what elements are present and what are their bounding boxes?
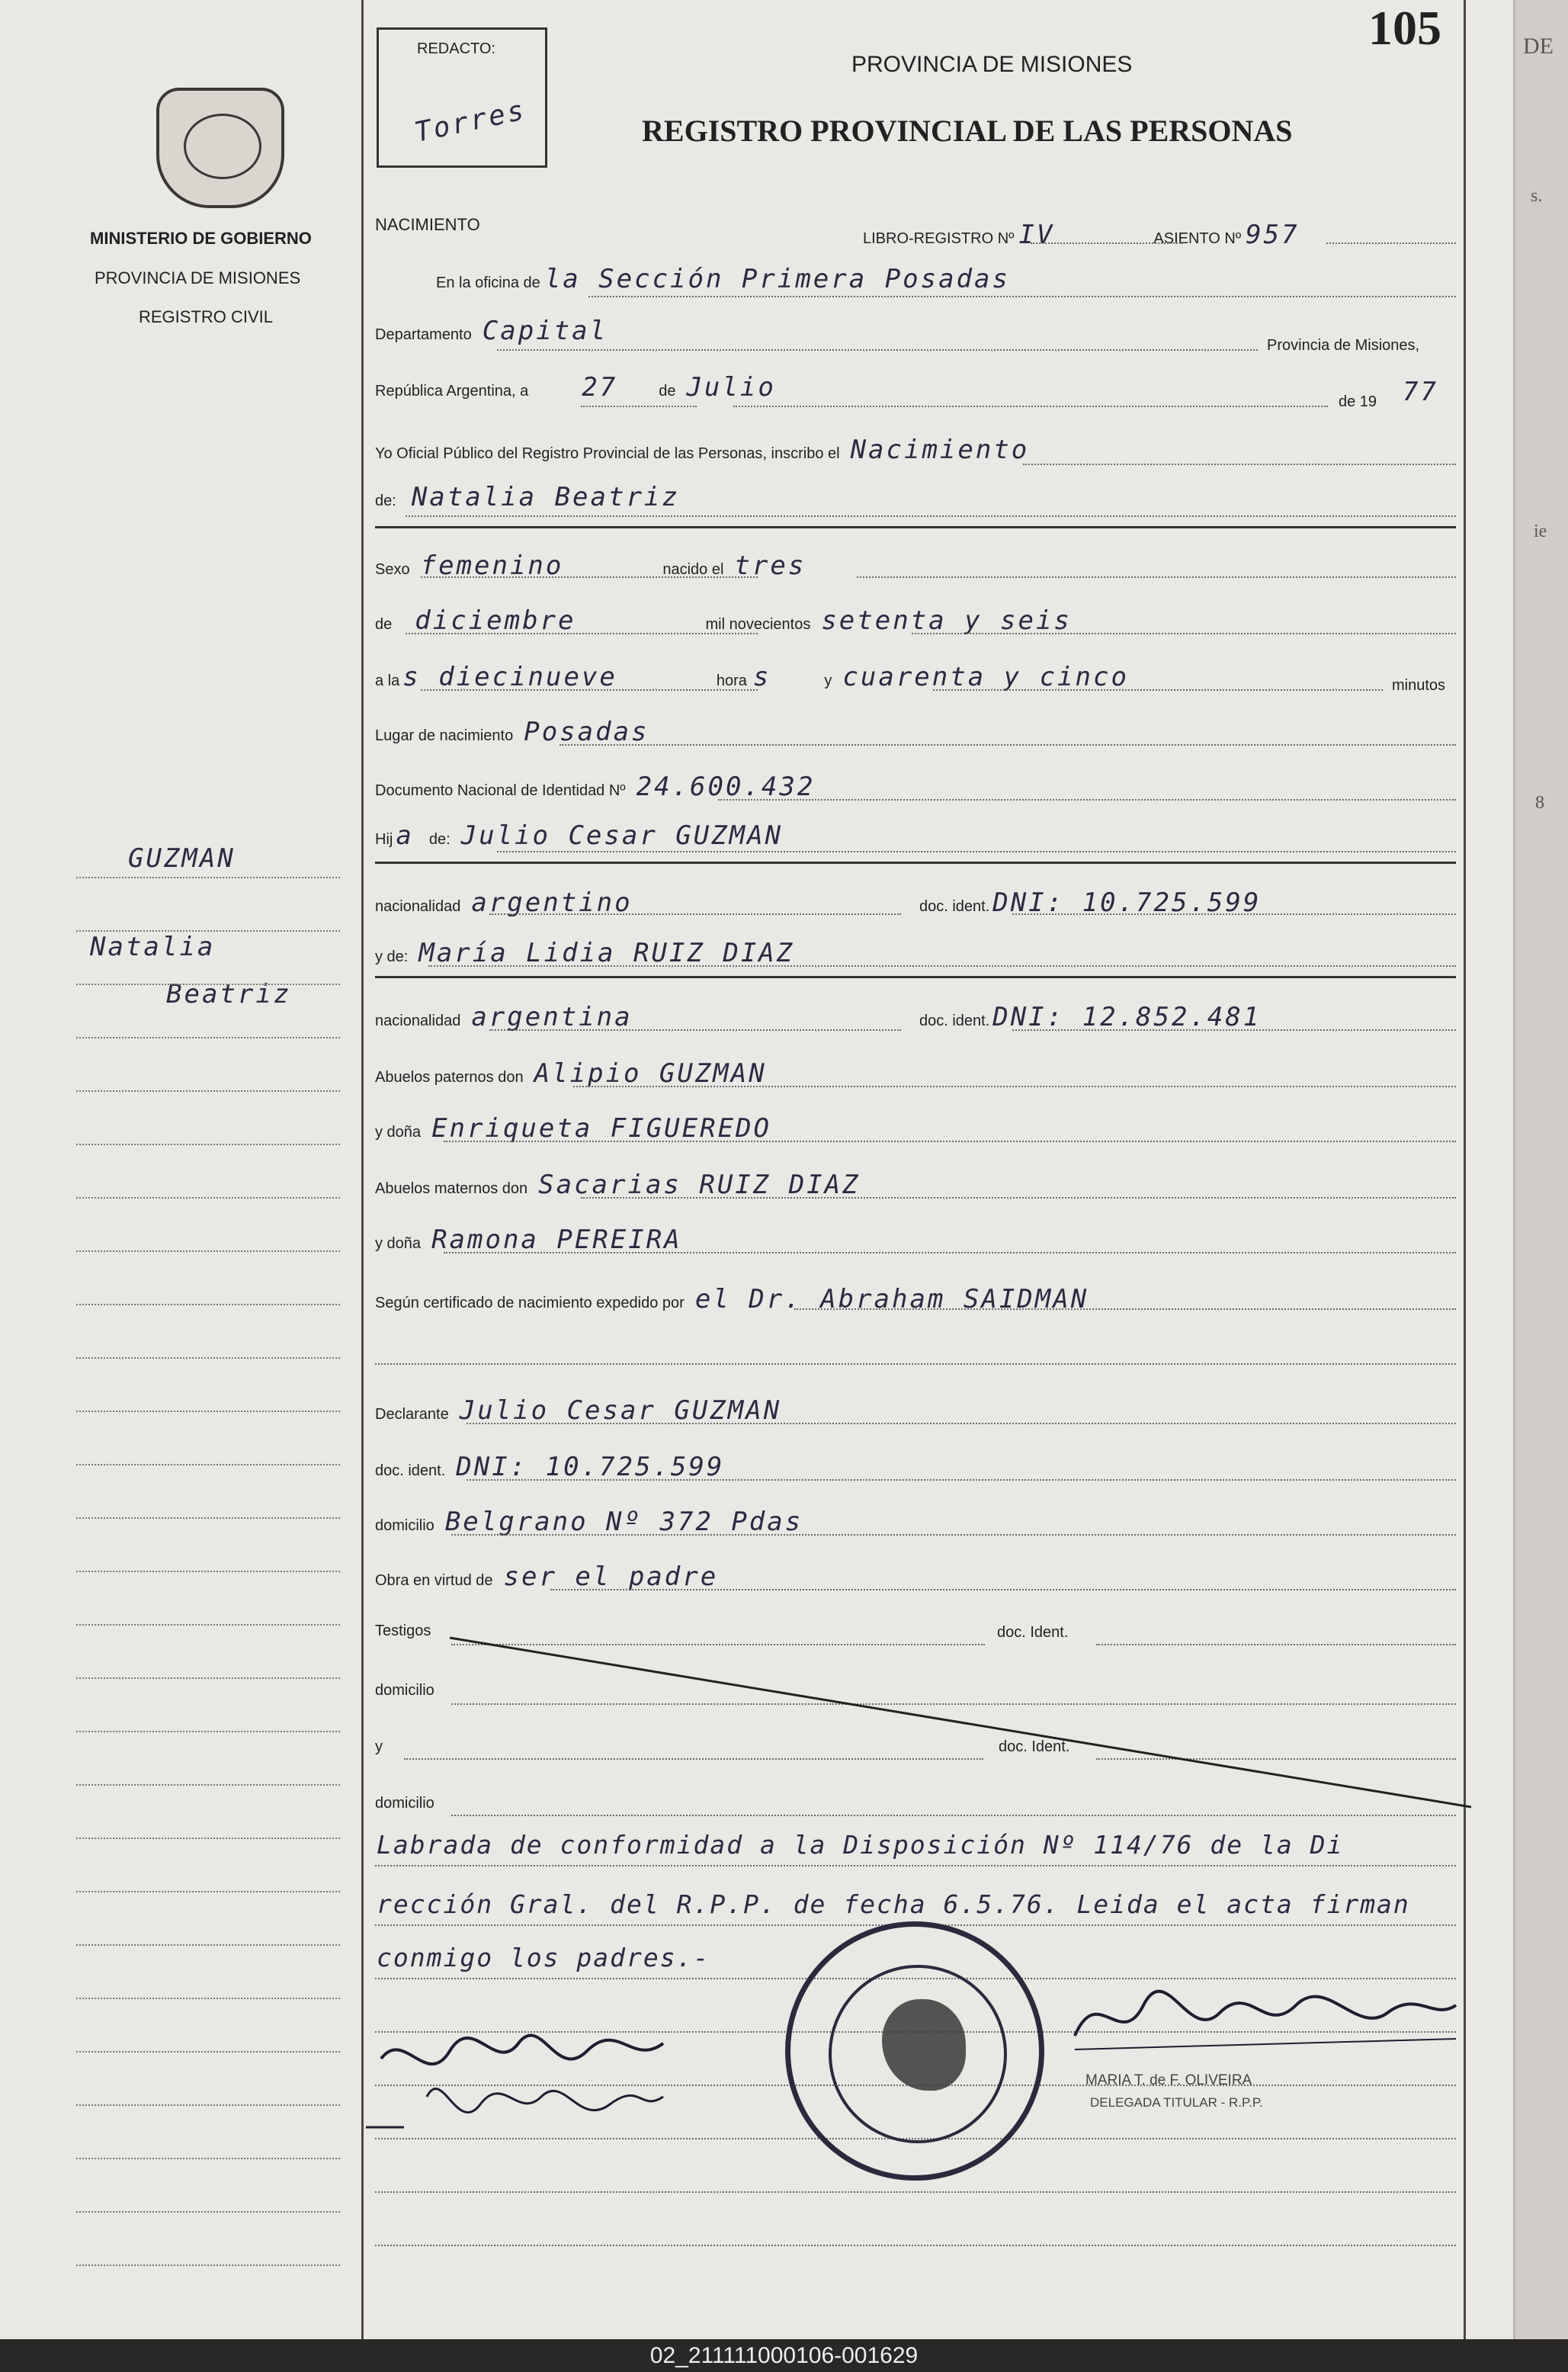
birth-year-value: setenta y seis [821, 605, 1072, 636]
cancel-stroke [442, 1624, 1479, 1822]
day-value: 27 [582, 372, 618, 403]
margin-given-name-1: Natalia [90, 932, 216, 962]
madre-value: María Lidia RUIZ DIAZ [418, 938, 795, 968]
row-decl-doc [375, 1452, 724, 1482]
redacto-value: Torres [412, 95, 529, 149]
row-abuela-paterna [375, 1113, 771, 1144]
row-obra [375, 1562, 718, 1592]
cert-value: el Dr. Abraham SAIDMAN [694, 1284, 1089, 1314]
testigos-label: Testigos [375, 1623, 431, 1639]
republica-label: República Argentina, a [375, 383, 529, 400]
obra-value: ser el padre [503, 1562, 719, 1592]
row-madre [375, 938, 794, 968]
margin-ruled-line [76, 1517, 340, 1519]
row-padre [375, 820, 783, 851]
margin-ruled-line [76, 1944, 340, 1946]
nacido-value: tres [734, 550, 806, 581]
month-value: Julio [686, 372, 776, 403]
note-line-1: Labrada de conformidad a la Disposición Nº 114/76 de la Di [377, 1830, 1344, 1860]
padre-value: Julio Cesar GUZMAN [460, 820, 784, 851]
margin-ruled-line [76, 1731, 340, 1732]
margin-ruled-line [76, 1677, 340, 1679]
ab-mat-don-value: Sacarias RUIZ DIAZ [538, 1170, 861, 1200]
row-hora [375, 662, 1129, 692]
child-name-value: Natalia Beatriz [411, 482, 680, 512]
sexo-value: femenino [420, 550, 564, 581]
domicilio-label: domicilio [375, 1517, 434, 1534]
asiento-value: 957 [1246, 220, 1300, 250]
ab-mat-dona-value: Ramona PEREIRA [431, 1225, 682, 1255]
padre-label: de: [428, 831, 451, 848]
madre-label: y de: [375, 948, 409, 965]
row-madre-nac [375, 1002, 633, 1032]
declarante-value: Julio Cesar GUZMAN [459, 1395, 782, 1426]
row-domicilio [375, 1507, 803, 1537]
domicilio3-label: domicilio [375, 1795, 434, 1812]
image-caption: 02_211111000106-001629 [0, 2339, 1568, 2372]
row-oficina [436, 264, 1010, 294]
decl-doc-label: doc. ident. [375, 1462, 446, 1479]
margin-given-name-2: Beatriz [166, 979, 292, 1009]
de-label: de [659, 383, 676, 400]
sexo-label: Sexo [375, 561, 410, 578]
margin-ruled-line [76, 1891, 340, 1892]
a-la-label: a la [375, 672, 400, 689]
margin-ruled-line [76, 1090, 340, 1092]
row-nacimiento [375, 215, 480, 235]
margin-rule [361, 0, 364, 2339]
row-libro [863, 220, 1300, 250]
office-label: REGISTRO CIVIL [139, 307, 274, 326]
birth-month-value: diciembre [415, 605, 576, 636]
edge-text-3: ie [1534, 522, 1547, 541]
ab-pat-dona-value: Enriqueta FIGUEREDO [431, 1113, 771, 1144]
margin-ruled-line [76, 1411, 340, 1412]
redacto-label: REDACTO: [417, 40, 495, 57]
ab-mat-label: Abuelos maternos don [375, 1180, 528, 1197]
official-title: DELEGADA TITULAR - R.P.P. [1090, 2095, 1263, 2110]
ab-pat-label: Abuelos paternos don [375, 1069, 524, 1086]
de-name-label: de: [375, 493, 396, 509]
nacimiento-label: NACIMIENTO [375, 215, 480, 234]
padre-nac-label: nacionalidad [375, 898, 461, 915]
adjacent-page-edge [1513, 0, 1568, 2339]
parent-signatures [358, 2013, 686, 2150]
minutos-label: minutos [1392, 677, 1446, 694]
dni-label: Documento Nacional de Identidad Nº [375, 782, 626, 799]
hora-label: hora [716, 672, 747, 689]
declarante-label: Declarante [375, 1406, 449, 1423]
row-lugar [375, 717, 649, 747]
row-declarante [375, 1395, 781, 1426]
margin-ruled-line [76, 2158, 340, 2159]
decl-doc-value: DNI: 10.725.599 [456, 1452, 725, 1482]
margin-ruled-line [76, 930, 340, 932]
hora-suffix: s [752, 662, 771, 692]
note-line-2: rección Gral. del R.P.P. de fecha 6.5.76. Leida el acta firman [377, 1889, 1410, 1919]
folio-number: 105 [1368, 1, 1441, 55]
ab-pat-don-value: Alipio GUZMAN [534, 1058, 767, 1089]
departamento-label: Departamento [375, 326, 472, 343]
margin-ruled-line [76, 1250, 340, 1252]
margin-surname: GUZMAN [128, 843, 236, 874]
libro-label: LIBRO-REGISTRO Nº [863, 230, 1015, 247]
margin-ruled-line [76, 984, 340, 985]
row-testigo2 [375, 1738, 383, 1756]
note-line-3: conmigo los padres.- [377, 1943, 710, 1972]
row-abuelos-maternos [375, 1170, 861, 1200]
dona2-label: y doña [375, 1235, 422, 1252]
right-rule [1464, 0, 1466, 2339]
margin-ruled-line [76, 2104, 340, 2106]
row-oficial [375, 435, 1029, 465]
margin-ruled-line [76, 1571, 340, 1572]
edge-text-2: s. [1531, 186, 1543, 206]
row-name [375, 482, 680, 512]
header-province: PROVINCIA DE MISIONES [851, 52, 1133, 77]
margin-ruled-line [76, 1357, 340, 1359]
margin-ruled-line [76, 1624, 340, 1626]
edge-text-4: 8 [1535, 793, 1544, 813]
provincial-seal [156, 88, 284, 208]
ministry-label: MINISTERIO DE GOBIERNO [90, 229, 312, 248]
hij-suffix: a [396, 820, 414, 851]
row-departamento [375, 316, 608, 346]
doc-ident2-label: doc. Ident. [999, 1738, 1070, 1755]
oficial-label: Yo Oficial Público del Registro Provincial de las Personas, inscribo el [375, 445, 840, 462]
margin-ruled-line [76, 1304, 340, 1305]
row-madre-doc [919, 1002, 1261, 1032]
row-abuelos-paternos [375, 1058, 767, 1089]
margin-ruled-line [76, 1784, 340, 1786]
row-certificado [375, 1284, 1089, 1314]
y-label: y [824, 672, 832, 689]
registry-stamp [785, 1921, 1044, 2181]
row-testigos [375, 1623, 431, 1640]
margin-ruled-line [76, 877, 340, 878]
dona-label: y doña [375, 1124, 422, 1141]
year-label: de 19 [1339, 393, 1377, 410]
padre-doc-value: DNI: 10.725.599 [992, 887, 1262, 918]
de2-label: de [375, 616, 393, 633]
hij-label: Hij [375, 831, 393, 848]
year-value: 77 [1403, 377, 1438, 407]
province-label: PROVINCIA DE MISIONES [95, 268, 301, 287]
cert-label: Según certificado de nacimiento expedido por [375, 1295, 685, 1311]
redacto-box [377, 27, 547, 168]
row-birth-month [375, 605, 1072, 636]
dni-value: 24.600.432 [636, 772, 816, 802]
oficina-value: la Sección Primera Posadas [544, 264, 1010, 294]
margin-ruled-line [76, 1037, 340, 1038]
margin-ruled-line [76, 1838, 340, 1839]
y2-label: y [375, 1738, 383, 1755]
asiento-label: ASIENTO Nº [1153, 230, 1242, 247]
lugar-label: Lugar de nacimiento [375, 727, 514, 744]
domicilio-value: Belgrano Nº 372 Pdas [444, 1507, 803, 1537]
oficial-value: Nacimiento [850, 435, 1030, 465]
doc-ident-label: doc. Ident. [997, 1624, 1069, 1641]
obra-label: Obra en virtud de [375, 1572, 493, 1589]
margin-ruled-line [76, 2051, 340, 2053]
row-domicilio3 [375, 1795, 434, 1812]
official-signature [1067, 1975, 1464, 2059]
padre-doc-label: doc. ident. [919, 898, 990, 915]
row-abuela-materna [375, 1225, 682, 1255]
oficina-label: En la oficina de [436, 274, 540, 291]
padre-nac-value: argentino [471, 887, 633, 918]
minutes-value: cuarenta y cinco [842, 662, 1129, 692]
lugar-value: Posadas [524, 717, 649, 747]
row-dni [375, 772, 815, 802]
madre-nac-value: argentina [471, 1002, 633, 1032]
mil-label: mil novecientos [705, 616, 811, 633]
margin-ruled-line [76, 1144, 340, 1145]
libro-value: IV [1018, 220, 1055, 250]
margin-ruled-line [76, 2211, 340, 2213]
domicilio2-label: domicilio [375, 1682, 434, 1699]
madre-nac-label: nacionalidad [375, 1013, 461, 1029]
header-registry: REGISTRO PROVINCIAL DE LAS PERSONAS [642, 114, 1293, 148]
madre-doc-value: DNI: 12.852.481 [992, 1002, 1262, 1032]
nacido-label: nacido el [662, 561, 724, 578]
margin-ruled-line [76, 1197, 340, 1199]
provincia-suffix: Provincia de Misiones, [1267, 337, 1420, 354]
official-name: MARIA T. de F. OLIVEIRA [1085, 2072, 1252, 2088]
row-domicilio2 [375, 1682, 434, 1700]
margin-ruled-line [76, 1464, 340, 1465]
hour-value: s diecinueve [402, 662, 617, 692]
margin-ruled-line [76, 2264, 340, 2266]
madre-doc-label: doc. ident. [919, 1013, 990, 1029]
margin-ruled-line [76, 1998, 340, 1999]
edge-text-1: DE [1523, 34, 1554, 59]
row-fecha [375, 372, 776, 403]
departamento-value: Capital [482, 316, 608, 346]
